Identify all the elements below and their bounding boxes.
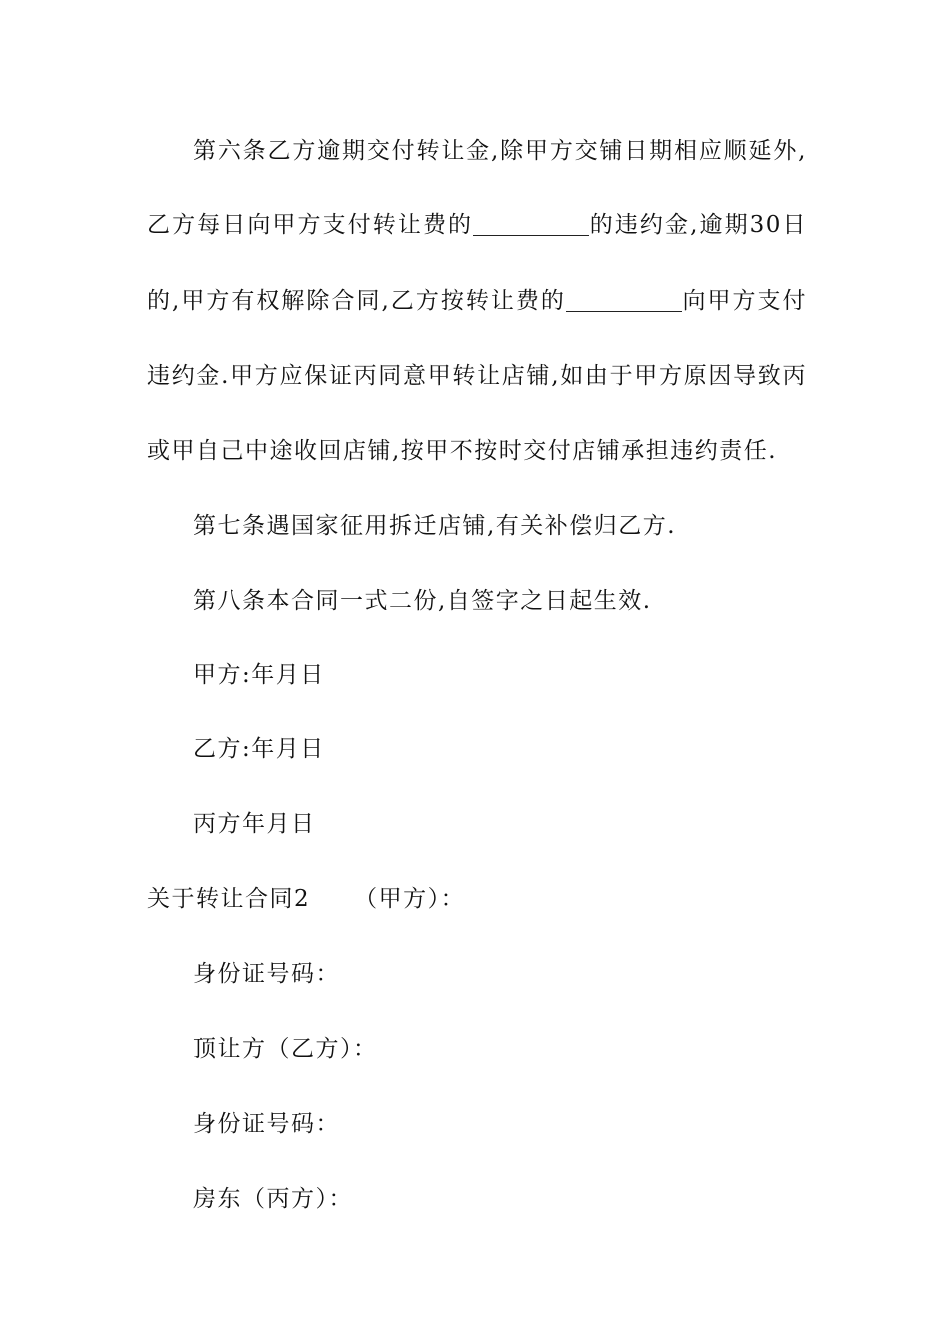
article8: 第八条本合同一式二份,自签字之日起生效. bbox=[193, 588, 652, 614]
signature-party-c: 丙方年月日 bbox=[193, 811, 316, 837]
fill-in-blank bbox=[566, 283, 682, 312]
article7: 第七条遇国家征用拆迁店铺,有关补偿归乙方. bbox=[193, 513, 677, 539]
article6-line2: 乙方每日向甲方支付转让费的 的违约金,逾期30日 bbox=[147, 205, 807, 245]
landlord-field: 房东（丙方）： bbox=[193, 1186, 353, 1212]
contract2-party-a-label: （甲方）： bbox=[354, 886, 466, 912]
fill-in-blank bbox=[473, 207, 589, 236]
article6-line5: 或甲自己中途收回店铺,按甲不按时交付店铺承担违约责任. bbox=[147, 438, 778, 464]
contract2-title: 关于转让合同2 bbox=[147, 886, 311, 912]
signature-party-b: 乙方:年月日 bbox=[193, 736, 325, 762]
signature-party-a: 甲方:年月日 bbox=[193, 662, 325, 688]
id-number-field-1: 身份证号码： bbox=[193, 961, 340, 987]
transferee-field: 顶让方（乙方）： bbox=[193, 1036, 378, 1062]
article6-line1: 第六条乙方逾期交付转让金,除甲方交铺日期相应顺延外, bbox=[193, 138, 807, 164]
article6-line3: 的,甲方有权解除合同,乙方按转让费的 向甲方支付 bbox=[147, 281, 807, 321]
article6-line4: 违约金.甲方应保证丙同意甲转让店铺,如由于甲方原因导致丙 bbox=[147, 363, 807, 389]
contract2-heading bbox=[147, 879, 807, 919]
id-number-field-2: 身份证号码： bbox=[193, 1111, 340, 1137]
